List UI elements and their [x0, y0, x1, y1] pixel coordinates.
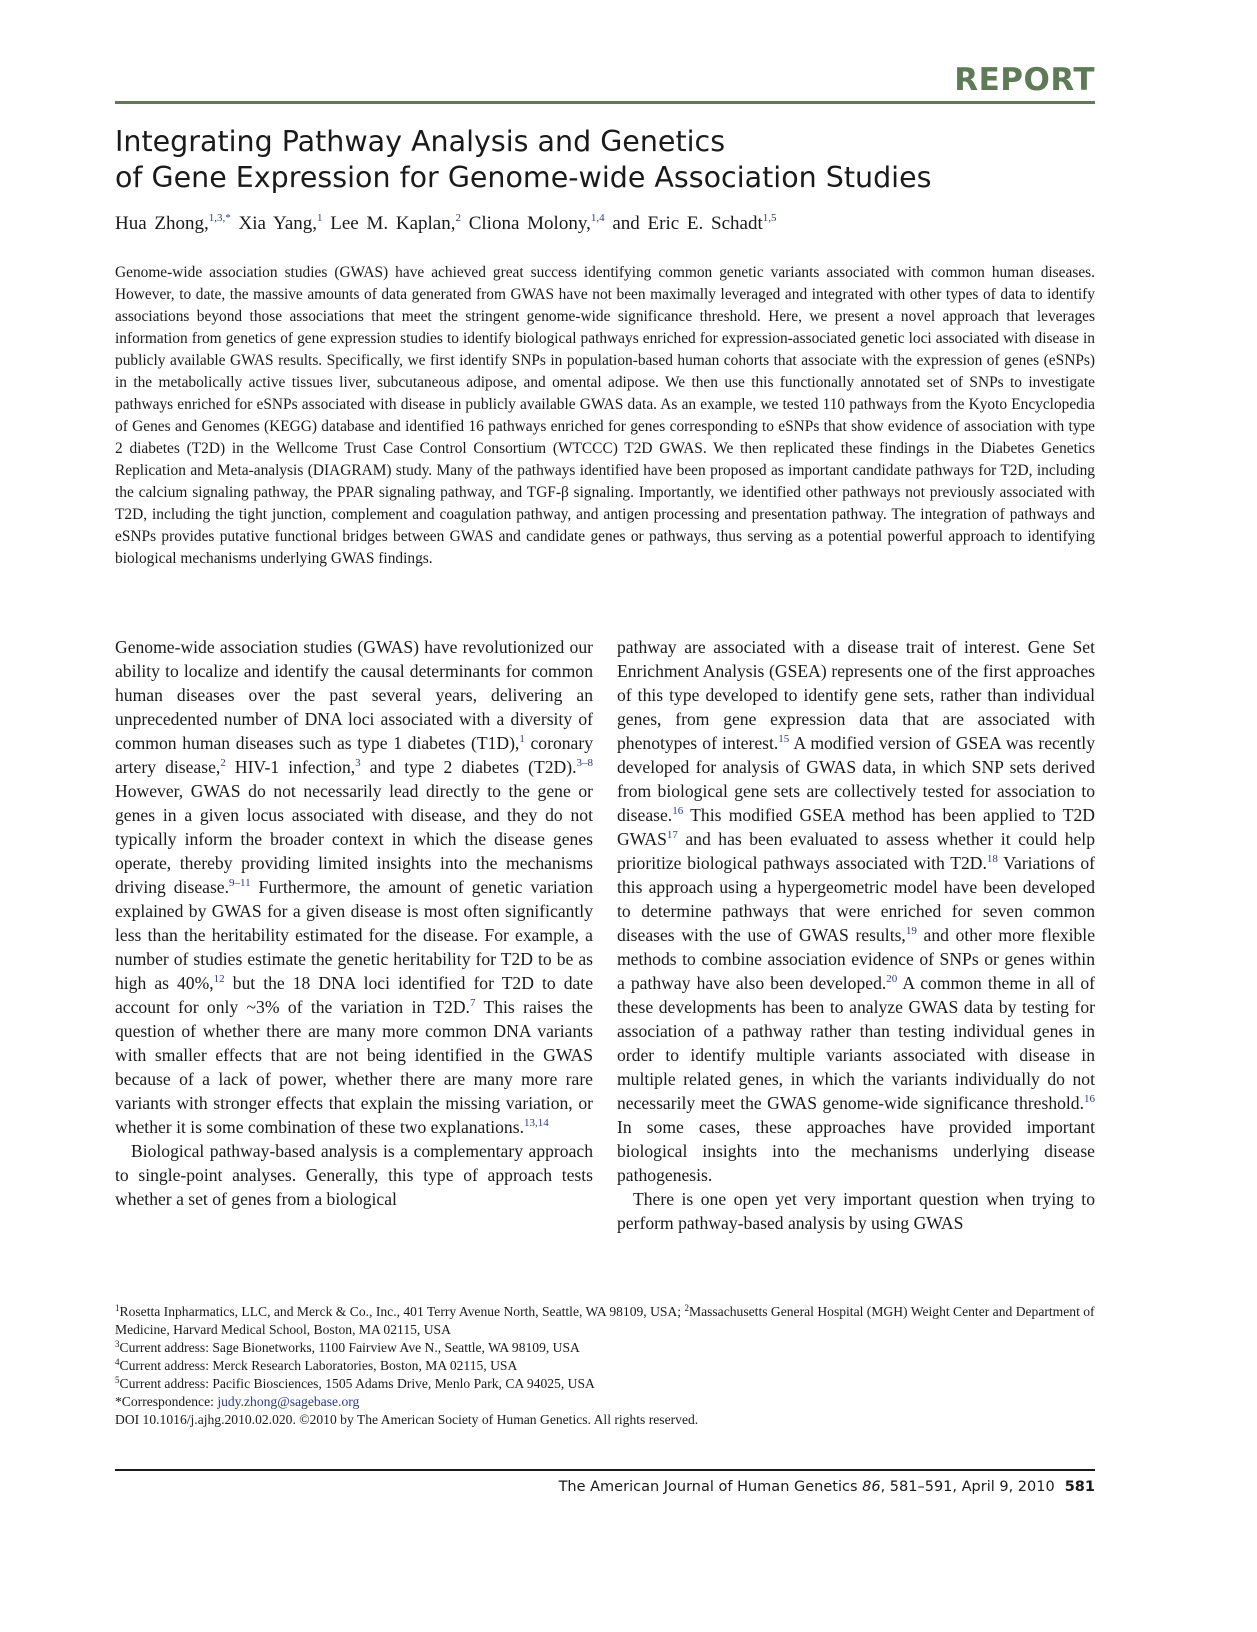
author-name: Xia Yang, — [238, 213, 317, 234]
body-text: A common theme in all of these developments has been to analyze GWAS data by testing for association of a pathway rather than testing individual genes in order to identify multiple variants associated with disease in multiple related genes, in which the variants individually do not necessarily meet the GWAS genome-wide significance threshold. — [617, 973, 1096, 1113]
citation-ref[interactable]: 19 — [905, 925, 917, 937]
author-name: and Eric E. Schadt — [612, 213, 763, 234]
correspondence-label: *Correspondence: — [115, 1394, 218, 1409]
title-line-2: of Gene Expression for Genome-wide Association Studies — [115, 161, 932, 194]
author-name: Hua Zhong, — [115, 213, 209, 234]
affiliation-note — [115, 1339, 1095, 1357]
affiliation-note — [115, 1375, 1095, 1393]
doi-note: DOI 10.1016/j.ajhg.2010.02.020. ©2010 by The American Society of Human Genetics. All rights reserved. — [115, 1412, 699, 1427]
author-affiliation[interactable]: 1,3,* — [208, 212, 231, 224]
citation-ref[interactable]: 1 — [519, 733, 525, 745]
abstract: Genome-wide association studies (GWAS) have achieved great success identifying common genetic variants associated with common human diseases. However, to date, the massive amounts of data generated from GWAS have not been maximally leveraged and integrated with other types of data to identify associations beyond those associations that meet the stringent genome-wide significance threshold. Here, we present a novel approach that leverages information from genetics of gene expression studies to identify biological pathways enriched for expression-associated genetic loci associated with disease in publicly available GWAS results. Specifically, we first identify SNPs in population-based human cohorts that associate with the expression of genes (eSNPs) in the metabolically active tissues liver, subcutaneous adipose, and omental adipose. We then use this functionally annotated set of SNPs to investigate pathways enriched for eSNPs associated with disease in publicly available GWAS data. As an example, we tested 110 pathways from the Kyoto Encyclopedia of Genes and Genomes (KEGG) database and identified 16 pathways enriched for genes corresponding to eSNPs that show evidence of association with type 2 diabetes (T2D) in the Wellcome Trust Case Control Consortium (WTCCC) T2D GWAS. We then replicated these findings in the Diabetes Genetics Replication and Meta-analysis (DIAGRAM) study. Many of the pathways identified have been proposed as important candidate pathways for T2D, including the calcium signaling pathway, the PPAR signaling pathway, and TGF-β signaling. Importantly, we identified other pathways not previously associated with T2D, including the tight junction, complement and coagulation pathway, and antigen processing and presentation pathway. The integration of pathways and eSNPs provides putative functional bridges between GWAS and candidate genes or pathways, thus serving as a potential powerful approach to identifying biological mechanisms underlying GWAS findings. — [115, 264, 1095, 567]
section-label: REPORT — [954, 62, 1095, 98]
citation-ref[interactable]: 7 — [469, 997, 476, 1009]
author-name: Cliona Molony, — [468, 213, 591, 234]
citation-ref[interactable]: 3 — [355, 757, 361, 769]
page-footer — [559, 1479, 1095, 1495]
citation-ref[interactable]: 16 — [672, 805, 684, 817]
affiliation-text: Massachusetts General Hospital (MGH) Weight Center and Department of Medicine, Harvard Medical School, Boston, MA 02115, USA — [115, 1304, 1095, 1337]
affiliation-note — [115, 1303, 1095, 1339]
affiliation-text: Current address: Merck Research Laboratories, Boston, MA 02115, USA — [119, 1358, 518, 1373]
footnote-marker: 3 — [115, 1339, 120, 1349]
body-text: However, GWAS do not necessarily lead directly to the gene or genes in a given locus associated with disease, and they do not typically inform the broader context in which the disease genes operate, thereby providing limited insights into the mechanisms driving disease. — [115, 781, 593, 897]
body-text: This raises the question of whether there are many more common DNA variants with smaller effects that are not being identified in the GWAS because of a lack of power, whether there are many more rare variants with stronger effects that explain the missing variation, or whether it is some combination of these two explanations. — [115, 997, 593, 1137]
body-text: pathway are associated with a disease trait of interest. Gene Set Enrichment Analysis (GSEA) represents one of the first approaches of this type developed to identify gene sets, rather than individual genes, from gene expression data that are associated with phenotypes of interest. — [617, 637, 1095, 753]
body-text: and other more flexible methods to combine association evidence of SNPs or genes within a pathway have also been developed. — [617, 925, 1096, 993]
body-text: Variations of this approach using a hypergeometric model have been developed to determine pathways that were enriched for seven common diseases with the use of GWAS results, — [617, 853, 1095, 945]
journal-pages-date: , 581–591, April 9, 2010 — [880, 1479, 1055, 1495]
body-text: HIV-1 infection, — [225, 757, 356, 777]
body-paragraph: There is one open yet very important question when trying to perform pathway-based analysis by using GWAS — [617, 1189, 1095, 1233]
author-affiliation[interactable]: 2 — [455, 212, 461, 224]
author-affiliation[interactable]: 1,4 — [590, 212, 605, 224]
citation-ref[interactable]: 12 — [213, 973, 225, 985]
body-paragraph — [115, 635, 593, 1139]
body-text: but the 18 DNA loci identified for T2D to date account for only ~3% of the variation in T2D. — [115, 973, 594, 1017]
body-text: This modified GSEA method has been applied to T2D GWAS — [617, 805, 1095, 849]
journal-name: The American Journal of Human Genetics — [558, 1479, 863, 1495]
affiliation-text: Current address: Sage Bionetworks, 1100 Fairview Ave N., Seattle, WA 98109, USA — [119, 1340, 580, 1355]
article-title — [115, 124, 1095, 196]
citation-ref[interactable]: 2 — [220, 757, 226, 769]
header-rule — [115, 101, 1095, 104]
affiliation-text: Rosetta Inpharmatics, LLC, and Merck & Co., Inc., 401 Terry Avenue North, Seattle, WA 98109, USA; — [119, 1304, 685, 1319]
author-affiliation[interactable]: 1 — [317, 212, 323, 224]
footnote-marker: 1 — [115, 1303, 120, 1313]
body-text: A modified version of GSEA was recently developed for analysis of GWAS data, in which SNP sets derived from biological gene sets are collectively tested for association to disease. — [617, 733, 1095, 825]
article-page — [115, 0, 1095, 1632]
citation-ref[interactable]: 15 — [778, 733, 790, 745]
author-affiliation[interactable]: 1,5 — [762, 212, 777, 224]
title-line-1: Integrating Pathway Analysis and Genetics — [115, 125, 726, 158]
body-text: coronary artery disease, — [115, 733, 594, 777]
correspondence-email-link[interactable]: judy.zhong@sagebase.org — [217, 1394, 360, 1409]
footer-rule — [115, 1469, 1095, 1471]
footnotes — [115, 1303, 1095, 1429]
footnote-marker: 5 — [115, 1375, 120, 1385]
footnote-marker: 4 — [115, 1357, 120, 1367]
citation-ref[interactable]: 3–8 — [576, 757, 593, 769]
body-paragraph: Biological pathway-based analysis is a complementary approach to single-point analyses. Generally, this type of approach tests whether a set of genes from a biological — [115, 1141, 593, 1209]
body-text: and has been evaluated to assess whether it could help prioritize biological pathways associated with T2D. — [617, 829, 1095, 873]
body-paragraph — [617, 635, 1095, 1187]
citation-ref[interactable]: 20 — [886, 973, 898, 985]
body-column-right — [617, 635, 1095, 1235]
affiliation-note — [115, 1357, 1095, 1375]
body-text: In some cases, these approaches have provided important biological insights into the mechanisms underlying disease pathogenesis. — [617, 1117, 1095, 1185]
citation-ref[interactable]: 18 — [986, 853, 998, 865]
body-column-left — [115, 635, 593, 1211]
citation-ref[interactable]: 9–11 — [229, 877, 251, 889]
body-text: Furthermore, the amount of genetic variation explained by GWAS for a given disease is most often significantly less than the heritability estimated for the disease. For example, a number of studies estimate the genetic heritability for T2D to be as high as 40%, — [115, 877, 593, 993]
body-text: Genome-wide association studies (GWAS) have revolutionized our ability to localize and identify the causal determinants for common human diseases over the past several years, delivering an unprecedented number of DNA loci associated with a diversity of common human diseases such as type 1 diabetes (T1D), — [115, 637, 593, 753]
page-number: 581 — [1064, 1479, 1095, 1495]
body-text: and type 2 diabetes (T2D). — [360, 757, 577, 777]
citation-ref[interactable]: 13,14 — [523, 1117, 549, 1129]
correspondence-note — [115, 1393, 1095, 1411]
citation-ref[interactable]: 17 — [666, 829, 678, 841]
affiliation-text: Current address: Pacific Biosciences, 1505 Adams Drive, Menlo Park, CA 94025, USA — [119, 1376, 595, 1391]
journal-volume: 86 — [862, 1479, 881, 1495]
footnote-marker: 2 — [684, 1303, 689, 1313]
author-name: Lee M. Kaplan, — [330, 213, 456, 234]
author-list — [115, 212, 1095, 235]
citation-ref[interactable]: 16 — [1084, 1093, 1095, 1105]
